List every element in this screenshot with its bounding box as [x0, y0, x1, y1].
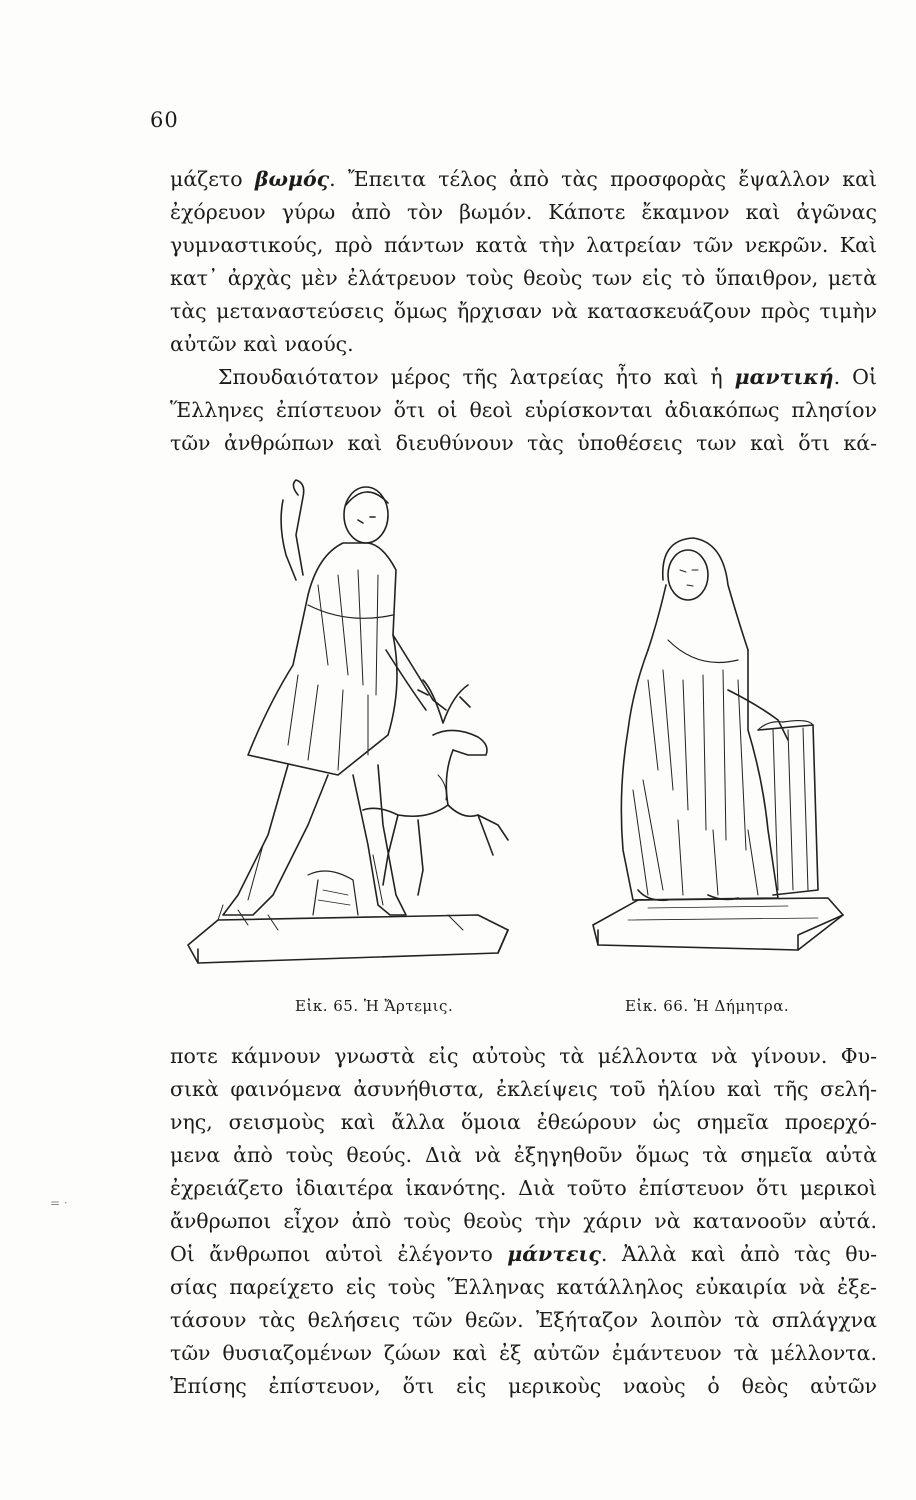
figure-demeter-illustration [588, 530, 848, 970]
text-line: ἐχρειάζετο ἰδιαιτέρα ἱκανότης. Διὰ τοῦτο ἐπίστευον ὅτι μερικοὶ [170, 1176, 877, 1200]
stray-print-mark: = · [50, 1196, 68, 1210]
emphasis-word: βωμός [254, 167, 330, 191]
page-number: 60 [150, 108, 179, 132]
text-line: τὰς μεταναστεύσεις ὅμως ἤρχισαν νὰ κατασκευάζουν πρὸς τιμὴν [170, 299, 877, 323]
text-line: Ἕλληνες ἐπίστευον ὅτι οἱ θεοὶ εὑρίσκονται ἀδιακόπως πλησίον [170, 398, 877, 422]
text-line: τῶν ἀνθρώπων καὶ διευθύνουν τὰς ὑποθέσεις των καὶ ὅτι κά- [170, 431, 877, 455]
text-line: Οἱ ἄνθρωποι αὐτοὶ ἐλέγοντο μάντεις. Ἀλλὰ καὶ ἀπὸ τὰς θυ- [170, 1242, 878, 1266]
text-line: ἐχόρευον γύρω ἀπὸ τὸν βωμόν. Κάποτε ἔκαμνον καὶ ἀγῶνας [170, 200, 877, 224]
text-line: τάσουν τὰς θελήσεις τῶν θεῶν. Ἐξήταζον λοιπὸν τὰ σπλάγχνα [170, 1308, 877, 1332]
text-line: σίας παρείχετο εἰς τοὺς Ἕλληνας κατάλληλος εὐκαιρία νὰ ἐξε- [170, 1275, 877, 1299]
text-line: μενα ἀπὸ τοὺς θεούς. Διὰ νὰ ἐξηγηθοῦν ὅμως τὰ σημεῖα αὐτὰ [170, 1143, 877, 1167]
text-line: ἄνθρωποι εἶχον ἀπὸ τοὺς θεοὺς τὴν χάριν νὰ κατανοοῦν αὐτά. [170, 1209, 877, 1233]
text-line: σικὰ φαινόμενα ἀσυνήθιστα, ἐκλείψεις τοῦ ἡλίου καὶ τῆς σελή- [170, 1077, 877, 1101]
emphasis-word: μάντεις [507, 1242, 601, 1266]
text-line: γυμναστικούς, πρὸ πάντων κατὰ τὴν λατρείαν τῶν νεκρῶν. Καὶ [170, 233, 877, 257]
text-line: Ἐπίσης ἐπίστευον, ὅτι εἰς μερικοὺς ναοὺς ὁ θεὸς αὐτῶν [170, 1374, 877, 1398]
paragraph-1 [170, 163, 877, 361]
text-line: τῶν θυσιαζομένων ζώων καὶ ἐξ αὐτῶν ἐμάντευον τὰ μέλλοντα. [170, 1341, 877, 1365]
paragraph-2 [170, 361, 877, 460]
emphasis-word: μαντική [734, 365, 834, 389]
paragraph-3 [170, 1040, 877, 1403]
figure-65-caption: Εἰκ. 65. Ἡ Ἄρτεμις. [295, 997, 454, 1015]
text-line: αὐτῶν καὶ ναούς. [170, 332, 354, 356]
text-line: νης, σεισμοὺς καὶ ἄλλα ὅμοια ἐθεώρουν ὡς σημεῖα προερχό- [170, 1110, 877, 1134]
text-line: μάζετο βωμός. Ἔπειτα τέλος ἀπὸ τὰς προσφορὰς ἔψαλλον καὶ [170, 167, 877, 191]
figure-66-caption: Εἰκ. 66. Ἡ Δήμητρα. [625, 997, 790, 1015]
text-line: Σπουδαιότατον μέρος τῆς λατρείας ἦτο καὶ ἡ μαντική. Οἱ [218, 365, 877, 389]
text-line: ποτε κάμνουν γνωστὰ εἰς αὐτοὺς τὰ μέλλοντα νὰ γίνουν. Φυ- [170, 1044, 877, 1068]
demeter-statue-drawing [588, 530, 848, 970]
artemis-statue-drawing [178, 475, 523, 995]
text-line: κατ᾽ ἀρχὰς μὲν ἐλάτρευον τοὺς θεοὺς των εἰς τὸ ὕπαιθρον, μετὰ [170, 266, 877, 290]
figure-artemis-illustration [178, 475, 523, 995]
